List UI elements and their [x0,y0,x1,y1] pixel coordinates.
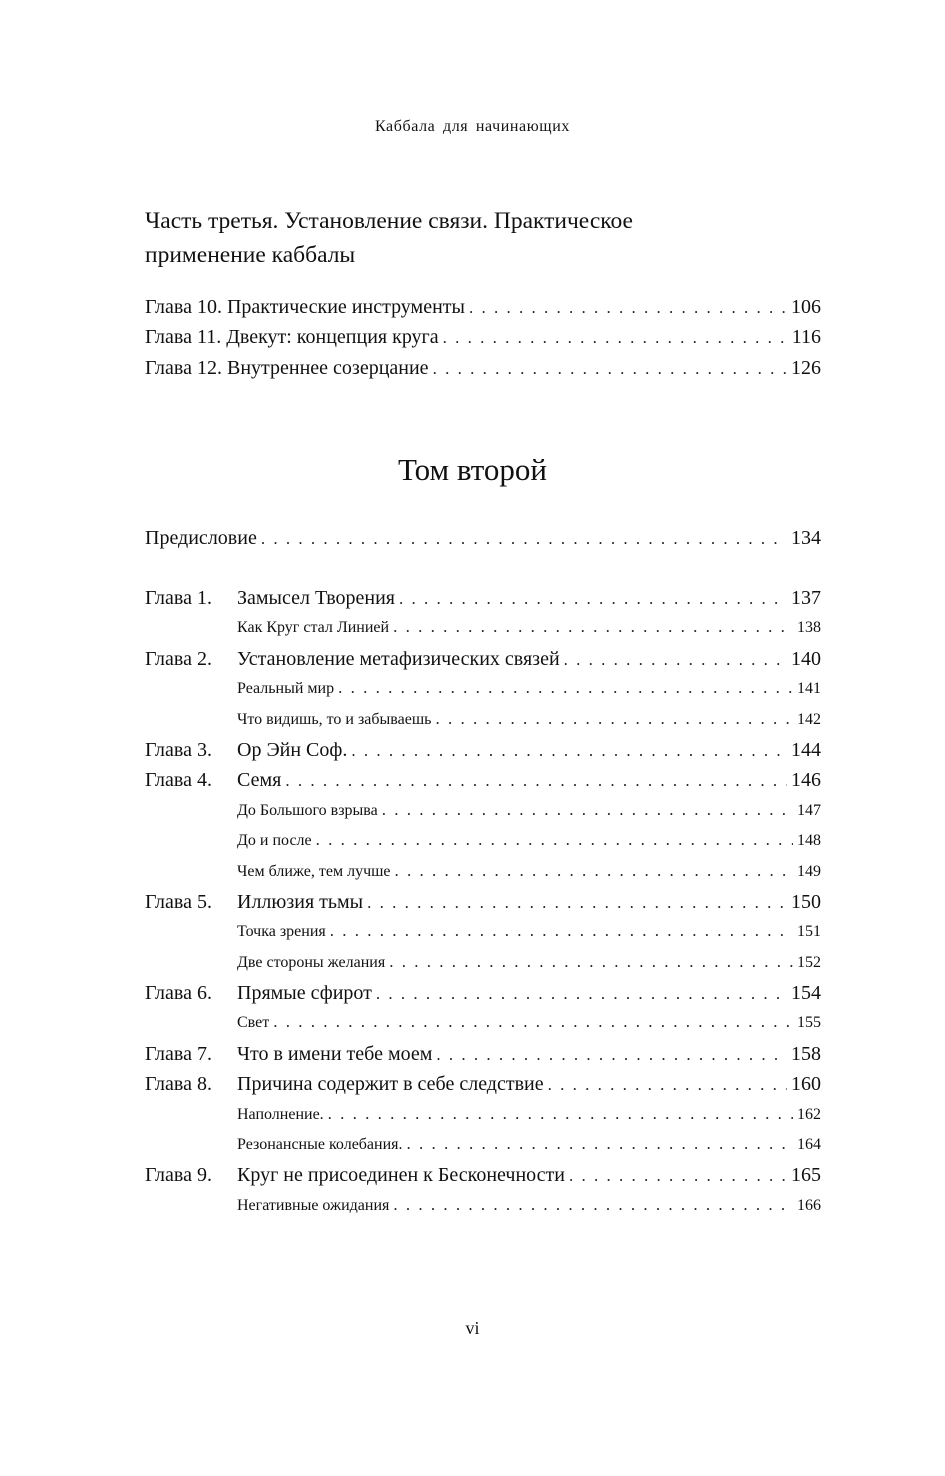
toc-row-chapter[interactable] [145,1073,821,1103]
toc-label: До и после [237,832,312,850]
toc-page-number: 141 [797,680,821,698]
toc-row-section[interactable] [145,709,821,739]
preface-toc [145,527,821,557]
toc-label: До Большого взрыва [237,801,378,819]
chapter-number: Глава 3. [145,738,212,761]
toc-page-number: 149 [797,862,821,880]
dot-leader [399,589,787,609]
part-three-toc [145,296,821,387]
toc-page-number: 144 [791,738,821,761]
dot-leader [548,1075,787,1095]
running-head: Каббала для начинающих [375,118,570,135]
chapter-title: Замысел Творения [237,587,395,609]
toc-page-number: 106 [791,296,821,318]
part-title-line1: Часть третья. Установление связи. Практическое [145,208,633,234]
dot-leader [407,1134,793,1154]
dot-leader [367,893,787,913]
toc-row-section[interactable] [145,1195,821,1225]
chapter-title: Причина содержит в себе следствие [237,1073,544,1096]
toc-row[interactable] [145,326,821,356]
toc-row[interactable] [145,296,821,326]
page-number: vi [465,1318,480,1338]
toc-page-number: 134 [791,527,821,549]
toc-label [145,739,347,762]
chapter-number: Глава 4. [145,769,212,792]
toc-row-section[interactable] [145,861,821,891]
toc-row-chapter[interactable] [145,891,821,921]
dot-leader [469,298,787,318]
dot-leader [564,650,787,670]
dot-leader [330,921,793,941]
toc-page-number: 162 [797,1105,821,1123]
toc-page-number: 165 [791,1164,821,1187]
toc-page-number: 158 [791,1042,821,1065]
part-title-line2: применение каббалы [145,242,356,268]
toc-page-number: 166 [797,1196,821,1214]
toc-row-section[interactable] [145,800,821,830]
toc-page-number: 116 [791,326,821,349]
toc-page-number: 164 [797,1136,821,1154]
toc-row-section[interactable] [145,921,821,951]
toc-page-number: 154 [791,982,821,1005]
toc-row-chapter[interactable] [145,769,821,799]
chapter-title: Круг не присоединен к Бесконечности [237,1164,565,1187]
dot-leader [316,830,793,850]
toc-row-chapter[interactable] [145,587,821,617]
toc-label [145,891,363,914]
toc-page-number: 150 [791,890,821,913]
toc-page-number: 148 [797,832,821,850]
toc-label: Свет [237,1014,270,1032]
dot-leader [273,1012,793,1032]
toc-row-section[interactable] [145,1104,821,1134]
toc-page-number: 137 [791,587,821,609]
dot-leader [338,678,793,698]
dot-leader [395,861,793,881]
chapter-title: Ор Эйн Соф. [237,738,348,761]
toc-label [145,982,372,1005]
dot-leader [443,328,788,348]
toc-row-section[interactable] [145,1134,821,1164]
toc-page-number: 147 [797,801,821,819]
dot-leader [436,1045,787,1065]
chapter-number: Глава 9. [145,1164,212,1187]
toc-row-chapter[interactable] [145,648,821,678]
chapter-title: Прямые сфирот [237,982,372,1005]
dot-leader [435,709,793,729]
chapter-title: Установление метафизических связей [237,647,560,670]
chapter-number: Глава 7. [145,1042,212,1065]
toc-label: Как Круг стал Линией [237,619,390,637]
toc-label [145,1164,565,1187]
part-title [145,204,825,272]
chapter-number: Глава 8. [145,1073,212,1096]
toc-label: Негативные ожидания [237,1196,390,1214]
dot-leader [261,529,787,549]
toc-label: Реальный мир [237,680,335,698]
toc-row[interactable] [145,357,821,387]
chapter-title: Иллюзия тьмы [237,890,364,913]
toc-label: Точка зрения [237,923,326,941]
toc-label: Чем ближе, тем лучше [237,862,391,880]
toc-label [145,769,281,792]
toc-label: Резонансные колебания. [237,1136,403,1154]
chapter-title: Семя [237,769,282,792]
toc-label [145,1043,432,1066]
toc-page-number: 142 [797,710,821,728]
toc-label: Две стороны желания [237,953,386,971]
toc-page-number: 151 [797,923,821,941]
toc-row-section[interactable] [145,678,821,708]
chapter-number: Глава 6. [145,982,212,1005]
toc-page-number: 126 [791,356,821,379]
dot-leader [393,617,793,637]
toc-label [145,587,395,610]
dot-leader [569,1166,787,1186]
toc-label: Глава 10. Практические инструменты [145,296,465,318]
toc-row-preface[interactable] [145,527,821,557]
toc-page-number: 146 [791,769,821,792]
volume-two-toc [145,587,821,1225]
toc-page-number: 138 [797,619,821,637]
toc-row-section[interactable] [145,617,821,647]
dot-leader [351,741,787,761]
toc-label: Наполнение. [237,1105,324,1123]
toc-row-chapter[interactable] [145,982,821,1012]
toc-label [145,1073,544,1096]
toc-label: Предисловие [145,527,257,549]
chapter-number: Глава 1. [145,587,212,609]
toc-page-number: 152 [797,953,821,971]
toc-page-number: 155 [797,1014,821,1032]
chapter-number: Глава 2. [145,647,212,670]
toc-page-number: 160 [791,1073,821,1096]
chapter-number: Глава 5. [145,890,212,913]
toc-row-section[interactable] [145,1012,821,1042]
dot-leader [382,800,793,820]
toc-label [145,648,560,671]
toc-label: Что видишь, то и забываешь [237,710,432,728]
toc-row-section[interactable] [145,952,821,982]
dot-leader [389,952,793,972]
dot-leader [433,359,787,379]
dot-leader [376,984,787,1004]
chapter-title: Что в имени тебе моем [237,1042,433,1065]
toc-row-chapter[interactable] [145,1164,821,1194]
toc-row-chapter[interactable] [145,1043,821,1073]
toc-page-number: 140 [791,647,821,670]
toc-label: Глава 12. Внутреннее созерцание [145,356,429,379]
dot-leader [393,1195,793,1215]
toc-label: Глава 11. Двекут: концепция круга [145,326,439,349]
volume-title: Том второй [398,452,547,487]
dot-leader [285,771,787,791]
dot-leader [328,1104,793,1124]
toc-row-section[interactable] [145,830,821,860]
toc-row-chapter[interactable] [145,739,821,769]
